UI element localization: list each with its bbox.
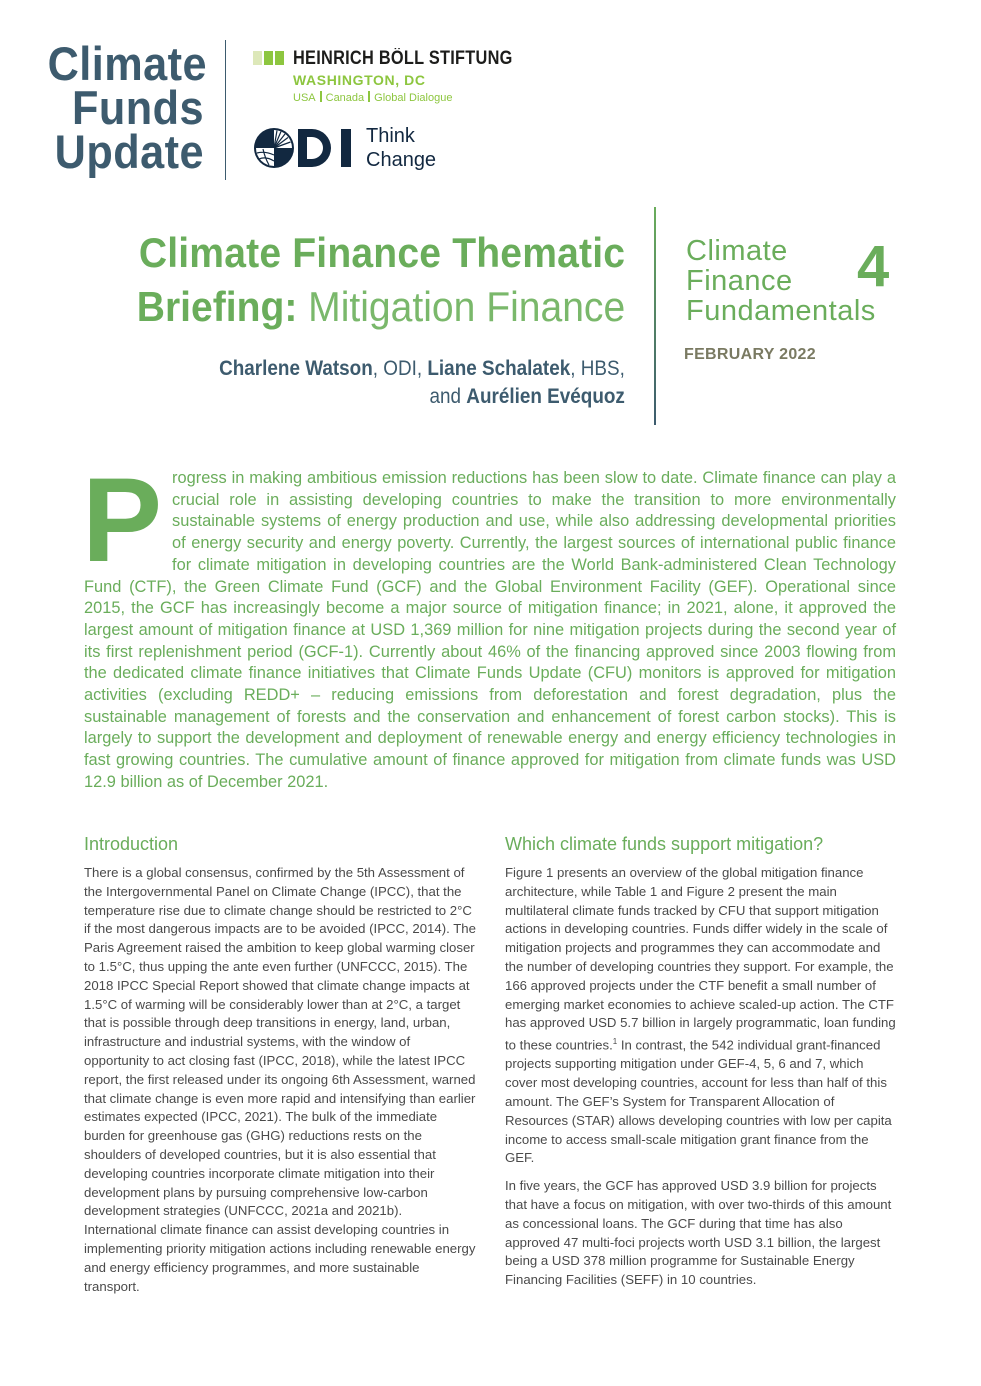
author-byline <box>219 355 625 411</box>
series-name <box>686 236 876 326</box>
hbs-bars-icon <box>253 51 284 65</box>
author-2: Liane Schalatek <box>427 357 571 380</box>
author-2-org: , HBS, <box>570 357 625 380</box>
cfu-logo-line-3: Update <box>54 125 205 178</box>
odi-tagline-think: Think <box>366 125 415 147</box>
hbs-region-canada: Canada <box>325 92 365 104</box>
odi-tagline-change: Change <box>366 149 437 171</box>
which-funds-p1-part-b: In contrast, the 542 individual grant-financed projects supporting mitigation under GEF-4, 5, 6 and 7, which cover most developing countries, account for less than half of this amount. The GEF’s System for Transparent Allocation of Resources (STAR) allows developing countries with low per capita income to access small-scale mitigation grant finance from the GEF. <box>505 1037 892 1166</box>
title-line-2 <box>137 280 625 334</box>
series-line-3: Fundamentals <box>686 295 876 327</box>
hbs-region-global: Global Dialogue <box>374 92 453 104</box>
lead-paragraph <box>82 453 896 794</box>
climate-funds-update-logo <box>47 37 208 178</box>
which-funds-paragraph-1 <box>505 864 898 1168</box>
series-line-2: Finance <box>686 265 793 297</box>
introduction-heading: Introduction <box>84 834 179 854</box>
which-funds-heading: Which climate funds support mitigation? <box>505 834 824 854</box>
introduction-paragraph: There is a global consensus, confirmed by the 5th Assessment of the Intergovernmental Panel on Climate Change (IPCC), that the temperature rise due to climate change should be restricted to 2°C if the most dangerous impacts are to be avoided (IPCC, 2014). The Paris Agreement raised the ambition to keep global warming closer to 1.5°C, thus upping the ante even further (UNFCCC, 2015). The 2018 IPCC Special Report showed that climate change impacts at 1.5°C of warming will be considerably lower than at 2°C, a target that is possible through deep transitions in energy, land, urban, infrastructure and industrial systems, with the window of opportunity to act closing fast (IPCC, 2018), while the latest IPCC report, the first released under its ongoing 6th Assessment, warned that climate change is even more rapid and intensifying than earlier estimates expected (IPCC, 2021). The bulk of the immediate burden for greenhouse gas (GHG) reductions rests on the shoulders of developed countries, but it is also essential that developing countries incorporate climate mitigation into their development plans by pursuing comprehensive low-carbon development strategies (UNFCCC, 2021a and 2021b). International climate finance can assist developing countries in implementing priority mitigation actions including renewable energy and energy efficiency programmes, and more sustainable transport. <box>84 865 476 1294</box>
authors-line-2 <box>219 383 625 411</box>
which-funds-section <box>505 832 898 1299</box>
footnote-ref-1[interactable]: 1 <box>612 1037 618 1047</box>
which-funds-p1-part-a: Figure 1 presents an overview of the global mitigation finance architecture, while Table 1 and Figure 2 present the main multilateral climate funds tracked by CFU that support mitigation actions in developing countries. Funds differ widely in the scale of mitigation projects and programmes they can accommodate and the number of developing countries they support. For example, the 166 approved projects under the CTF benefit a small number of emerging market economies to achieve scaled-up action. The CTF has approved USD 5.7 billion in largely programmatic, loan funding to these countries. <box>505 865 896 1053</box>
page-title <box>100 226 625 334</box>
odi-globe-icon <box>253 127 359 169</box>
author-conj: and <box>429 385 467 408</box>
cfu-logo-line-1: Climate <box>47 37 208 90</box>
title-bold-part: Briefing: <box>136 283 298 330</box>
authors-line-1 <box>219 355 625 383</box>
odi-tagline <box>366 124 436 172</box>
cfu-logo-line-2: Funds <box>71 81 204 134</box>
introduction-section <box>84 832 477 1305</box>
title-line-1: Climate Finance Thematic <box>138 229 625 276</box>
series-line-1: Climate <box>686 235 788 267</box>
hbs-region-usa: USA <box>293 92 316 104</box>
lead-text: rogress in making ambitious emission reductions has been slow to date. Climate finance can play a crucial role in assisting developing countries to make the transition to more environmentally sustainable systems of energy production and use, while also addressing developmental priorities of energy security and energy poverty. Currently, the largest sources of international public finance for climate mitigation in developing countries are the World Bank-administered Clean Technology Fund (CTF), the Green Climate Fund (GCF) and the Global Environment Facility (GEF). Operational since 2015, the GCF has increasingly become a major source of mitigation finance; in 2021, alone, it approved the largest amount of mitigation finance at USD 1,369 million for nine mitigation projects during the second year of its first replenishment period (GCF-1). Currently about 46% of the financing approved since 2003 flowing from the dedicated climate finance initiatives that Climate Funds Update (CFU) monitors is approved for mitigation activities (excluding REDD+ – reducing emissions from deforestation and forest degradation, plus the sustainable management of forests and the conservation and enhancement of forest carbon stocks). This is largely to support the development and deployment of renewable energy and energy efficiency technologies in fast growing countries. The cumulative amount of finance approved for mitigation from climate funds was USD 12.9 billion as of December 2021. <box>84 469 896 791</box>
author-1: Charlene Watson <box>219 357 373 380</box>
title-light-part: Mitigation Finance <box>297 283 625 330</box>
logo-divider <box>225 40 226 180</box>
drop-cap: P <box>82 453 163 587</box>
author-3: Aurélien Evéquoz <box>466 385 625 408</box>
title-divider <box>654 207 656 425</box>
author-1-org: , ODI, <box>372 357 428 380</box>
which-funds-paragraph-2: In five years, the GCF has approved USD 3.9 billion for projects that have a focus on mitigation, with over two-thirds of this amount as concessional loans. The GCF during that time has also approved 47 multi-foci projects worth USD 3.1 billion, the largest being a USD 378 million programme for Sustainable Energy Financing Facilities (SEFF) in 10 countries. <box>505 1178 892 1288</box>
hbs-name: HEINRICH BÖLL STIFTUNG <box>293 48 513 69</box>
hbs-regions <box>293 91 452 104</box>
series-number: 4 <box>857 234 890 299</box>
publication-date: FEBRUARY 2022 <box>684 346 816 363</box>
hbs-city: WASHINGTON, DC <box>293 72 426 88</box>
